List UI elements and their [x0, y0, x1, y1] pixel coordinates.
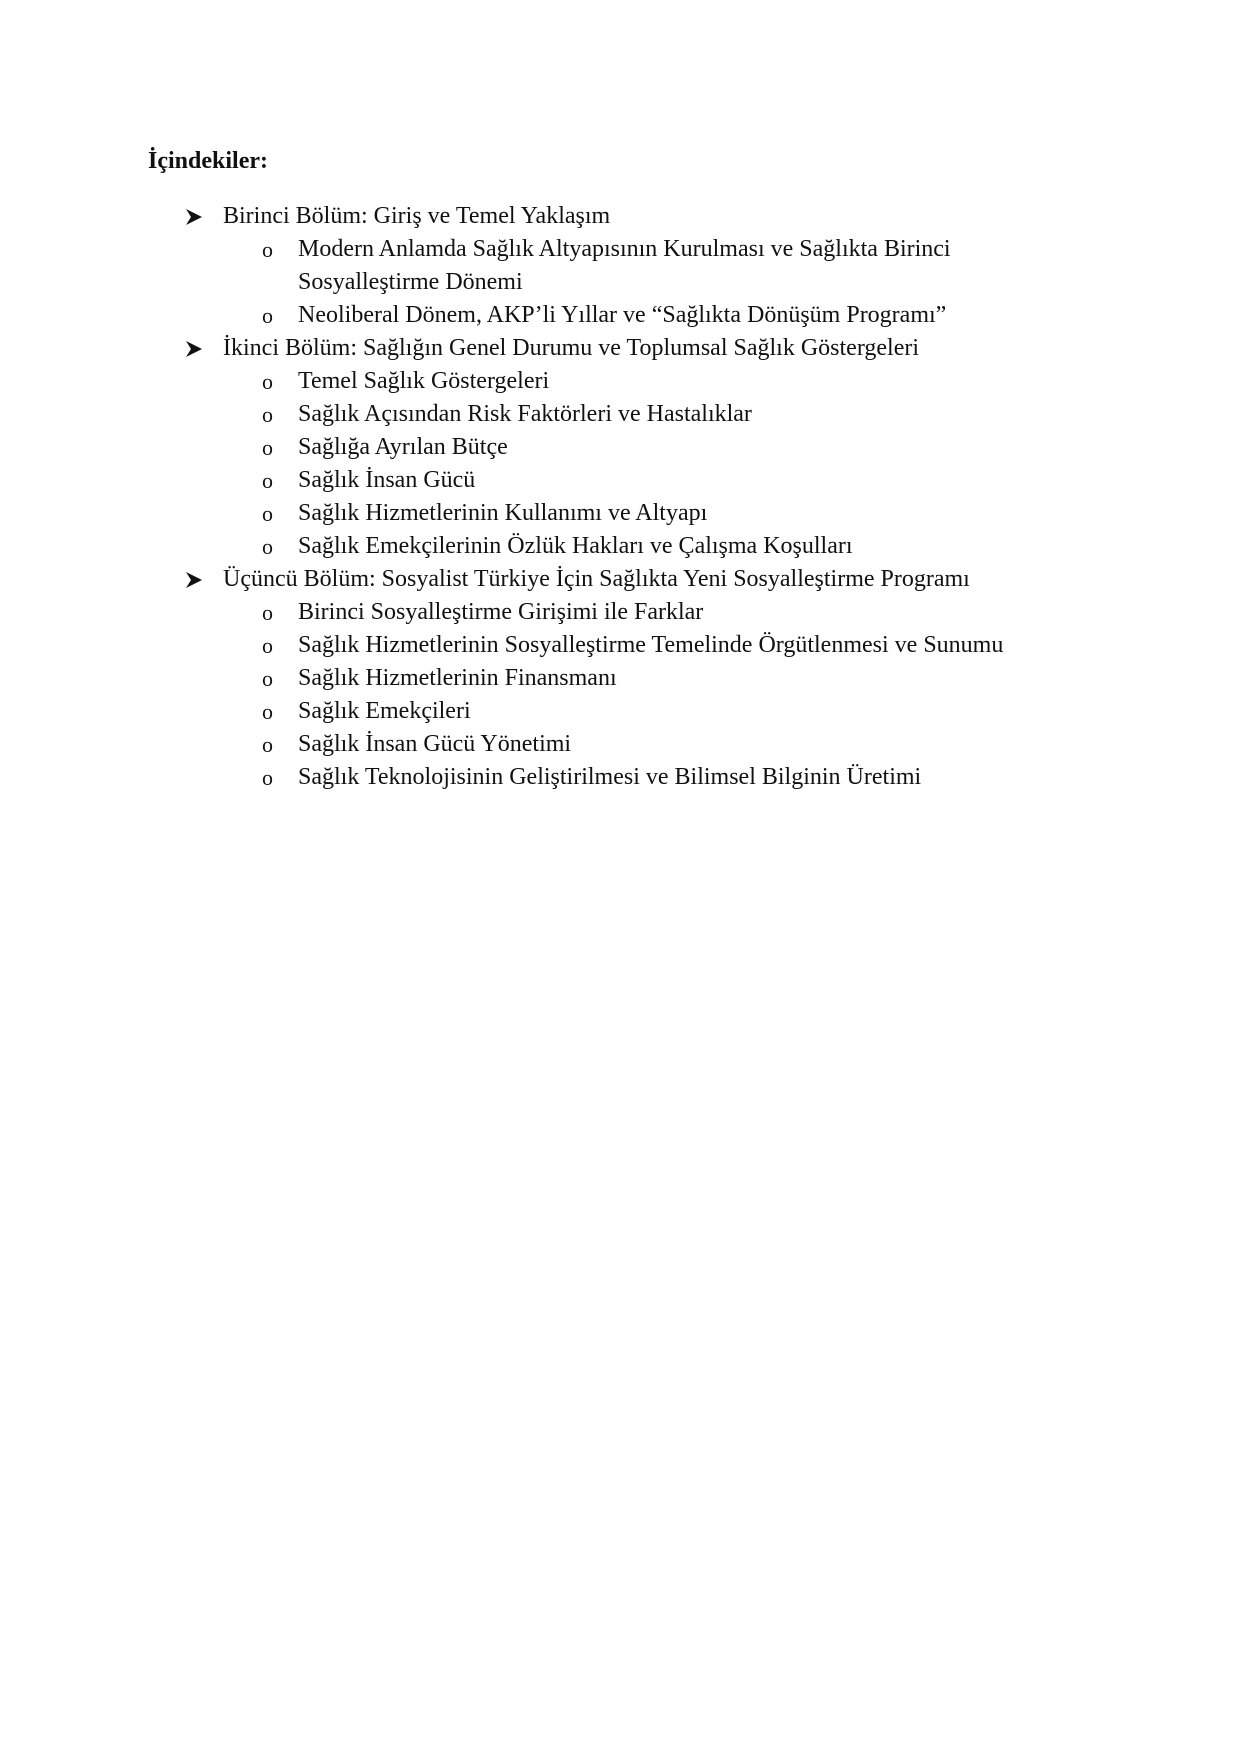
toc-subsection-label: Temel Sağlık Göstergeleri: [298, 368, 550, 394]
circle-bullet: o: [262, 633, 273, 658]
toc-subsection-label: Sağlık Açısından Risk Faktörleri ve Hastalıklar: [298, 401, 752, 427]
circle-bullet: o: [262, 534, 273, 559]
toc-subsection-item: [0, 299, 1241, 332]
toc-subsection-item: [0, 431, 1241, 464]
toc-subsection-item: [0, 662, 1241, 695]
toc-subsection-label: Sağlık Hizmetlerinin Finansmanı: [298, 665, 617, 691]
table-of-contents: [0, 200, 1241, 794]
toc-subsection-list: [0, 596, 1241, 794]
toc-subsection-label: Sağlık Emekçilerinin Özlük Hakları ve Çalışma Koşulları: [298, 533, 853, 559]
toc-section-label: Üçüncü Bölüm: Sosyalist Türkiye İçin Sağlıkta Yeni Sosyalleştirme Programı: [223, 566, 970, 592]
circle-bullet: o: [262, 666, 273, 691]
circle-bullet: o: [262, 600, 273, 625]
toc-title: İçindekiler:: [148, 148, 268, 174]
toc-subsection-label: Sağlığa Ayrılan Bütçe: [298, 434, 508, 460]
circle-bullet: o: [262, 435, 273, 460]
toc-section-3: [0, 563, 1241, 794]
arrowhead-bullet-icon: [186, 572, 202, 588]
toc-subsection-item: [0, 596, 1241, 629]
toc-section-heading: [0, 200, 1241, 233]
toc-section-label: İkinci Bölüm: Sağlığın Genel Durumu ve Toplumsal Sağlık Göstergeleri: [223, 335, 920, 361]
toc-subsection-item: [0, 530, 1241, 563]
circle-bullet: o: [262, 303, 273, 328]
toc-subsection-label: Sağlık İnsan Gücü: [298, 467, 476, 493]
toc-subsection-item: [0, 629, 1241, 662]
toc-subsection-item: [0, 497, 1241, 530]
circle-bullet: o: [262, 765, 273, 790]
toc-subsection-item: [0, 365, 1241, 398]
circle-bullet: o: [262, 237, 273, 262]
circle-bullet: o: [262, 369, 273, 394]
toc-subsection-item: [0, 761, 1241, 794]
toc-subsection-label: Sağlık Teknolojisinin Geliştirilmesi ve Bilimsel Bilginin Üretimi: [298, 764, 922, 790]
toc-subsection-label: Sağlık Hizmetlerinin Sosyalleştirme Temelinde Örgütlenmesi ve Sunumu: [298, 632, 1004, 658]
toc-section-heading: [0, 563, 1241, 596]
toc-subsection-label: Neoliberal Dönem, AKP’li Yıllar ve “Sağlıkta Dönüşüm Programı”: [298, 302, 947, 328]
toc-subsection-item: [0, 695, 1241, 728]
toc-subsection-item: [0, 464, 1241, 497]
circle-bullet: o: [262, 732, 273, 757]
toc-section-heading: [0, 332, 1241, 365]
toc-section-label: Birinci Bölüm: Giriş ve Temel Yaklaşım: [223, 203, 611, 229]
toc-subsection-list: [0, 365, 1241, 563]
toc-subsection-label: Modern Anlamda Sağlık Altyapısının Kurulması ve Sağlıkta Birinci Sosyalleştirme Dönemi: [298, 236, 951, 295]
arrowhead-bullet-icon: [186, 341, 202, 357]
toc-subsection-label: Sağlık Hizmetlerinin Kullanımı ve Altyapı: [298, 500, 708, 526]
circle-bullet: o: [262, 402, 273, 427]
toc-subsection-label: Sağlık Emekçileri: [298, 698, 471, 724]
circle-bullet: o: [262, 501, 273, 526]
toc-section-2: [0, 332, 1241, 563]
toc-subsection-item: [0, 233, 1018, 299]
circle-bullet: o: [262, 699, 273, 724]
toc-subsection-item: [0, 728, 1241, 761]
toc-section-1: [0, 200, 1241, 332]
toc-subsection-list: [0, 233, 1241, 332]
toc-subsection-label: Sağlık İnsan Gücü Yönetimi: [298, 731, 572, 757]
toc-subsection-label: Birinci Sosyalleştirme Girişimi ile Farklar: [298, 599, 704, 625]
circle-bullet: o: [262, 468, 273, 493]
toc-subsection-item: [0, 398, 1241, 431]
arrowhead-bullet-icon: [186, 209, 202, 225]
